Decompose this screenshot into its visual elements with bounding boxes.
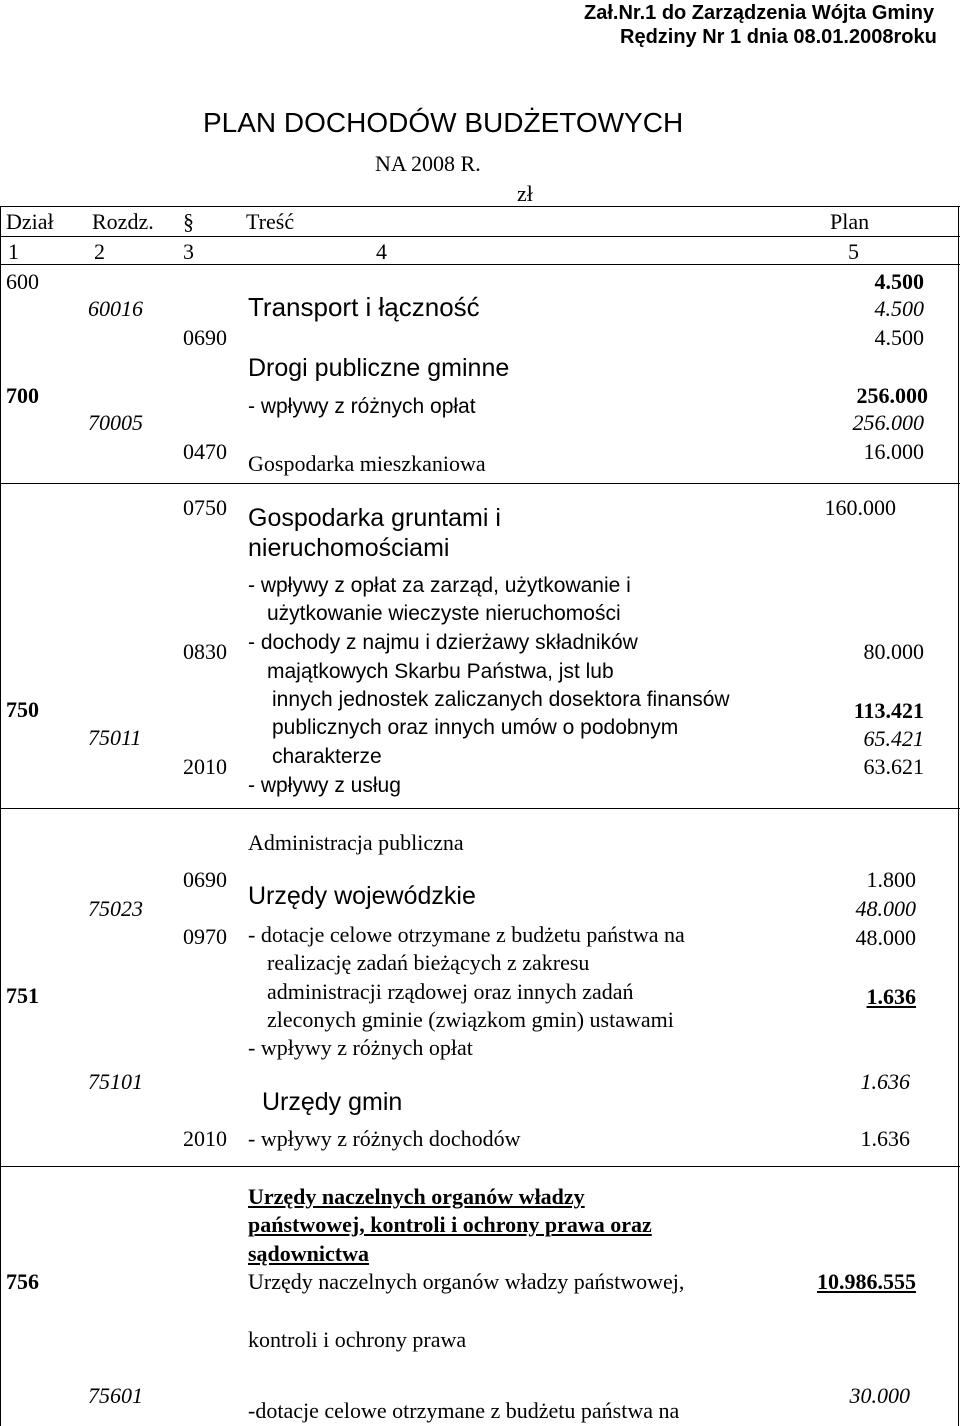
col-header-paragraph: § — [183, 209, 194, 234]
dzial-plan-value: 4.500 — [874, 269, 924, 294]
table-left-line — [0, 206, 1, 1426]
dzial-code: 600 — [6, 269, 39, 294]
text-line: publicznych oraz innych umów o podobnym — [272, 716, 679, 739]
table-right-line — [958, 206, 959, 1426]
rozdzial-plan-value: 4.500 — [874, 296, 924, 321]
rozdzial-code: 75601 — [88, 1383, 143, 1408]
subsection-title: Urzędy wojewódzkie — [248, 882, 476, 910]
section-title: Transport i łączność — [248, 292, 480, 322]
text-line: - wpływy z różnych dochodów — [248, 1126, 521, 1151]
numbers-divider-line — [0, 264, 960, 265]
text-line: charakterze — [272, 745, 382, 768]
col-number: 5 — [848, 239, 859, 264]
text-line: kontroli i ochrony prawa — [248, 1327, 467, 1352]
rozdzial-code: 75101 — [88, 1069, 143, 1094]
section-750-bottom-line — [0, 808, 960, 809]
text-line: użytkowanie wieczyste nieruchomości — [267, 602, 621, 625]
section-title-line-3: sądownictwa — [248, 1241, 370, 1266]
dzial-code: 750 — [6, 697, 39, 722]
header-line-1: Zał.Nr.1 do Zarządzenia Wójta Gminy — [584, 2, 935, 24]
subsection-title: Urzędy gmin — [262, 1088, 403, 1116]
col-header-plan: Plan — [830, 209, 870, 234]
text-line: administracji rządowej oraz innych zadań — [267, 979, 634, 1004]
rozdzial-code: 75023 — [88, 896, 143, 921]
header-line-2: Rędziny Nr 1 dnia 08.01.2008roku — [620, 26, 937, 48]
rozdzial-code: 60016 — [88, 296, 143, 321]
col-number: 1 — [8, 239, 19, 264]
paragraph-plan-value: 160.000 — [824, 495, 896, 520]
section-title: Administracja publiczna — [248, 830, 464, 855]
paragraph-plan-value: 63.621 — [863, 754, 924, 779]
rozdzial-plan-value: 30.000 — [849, 1383, 910, 1408]
rozdzial-plan-value: 65.421 — [863, 726, 924, 751]
col-number: 2 — [94, 239, 105, 264]
paragraph-plan-value: 1.800 — [866, 867, 916, 892]
rozdzial-code: 75011 — [88, 725, 142, 750]
text-line: zleconych gminie (związkom gmin) ustawami — [267, 1007, 674, 1032]
col-number: 4 — [376, 239, 387, 264]
paragraph-code: 0690 — [183, 325, 227, 350]
col-header-tresc: Treść — [246, 209, 295, 234]
document-title: PLAN DOCHODÓW BUDŻETOWYCH — [203, 107, 684, 138]
paragraph-plan-value: 80.000 — [863, 639, 924, 664]
text-line: -dotacje celowe otrzymane z budżetu państwa na — [248, 1398, 680, 1423]
text-line: - dochody z najmu i dzierżawy składników — [248, 631, 638, 654]
section-title-line-2: państwowej, kontroli i ochrony prawa oraz — [248, 1212, 652, 1237]
table-top-line — [0, 206, 960, 207]
dzial-plan-value: 10.986.555 — [817, 1269, 916, 1294]
paragraph-code: 0970 — [183, 924, 227, 949]
section-title: Gospodarka mieszkaniowa — [248, 451, 486, 476]
subsection-title-line-2: nieruchomościami — [248, 534, 450, 562]
unit-label: zł — [517, 181, 533, 206]
rozdzial-plan-value: 48.000 — [855, 896, 916, 921]
col-header-dzial: Dział — [6, 209, 54, 234]
col-number: 3 — [183, 239, 194, 264]
paragraph-code: 0690 — [183, 867, 227, 892]
paragraph-code: 2010 — [183, 1126, 227, 1151]
text-line: Urzędy naczelnych organów władzy państwowej, — [248, 1269, 685, 1294]
document-subtitle: NA 2008 R. — [375, 151, 481, 176]
text-line: innych jednostek zaliczanych dosektora finansów — [272, 688, 730, 711]
dzial-code: 751 — [6, 983, 39, 1008]
text-line: - wpływy z różnych opłat — [248, 1035, 473, 1060]
section-700-bottom-line — [0, 483, 960, 484]
text-line: realizację zadań bieżących z zakresu — [267, 950, 590, 975]
subsection-title-line-1: Gospodarka gruntami i — [248, 504, 501, 532]
rozdzial-plan-value: 256.000 — [852, 410, 924, 435]
dzial-code: 756 — [6, 1269, 39, 1294]
dzial-plan-value: 1.636 — [866, 984, 916, 1009]
paragraph-code: 0750 — [183, 495, 227, 520]
section-751-bottom-line — [0, 1166, 960, 1167]
paragraph-code: 0830 — [183, 639, 227, 664]
text-line: majątkowych Skarbu Państwa, jst lub — [267, 660, 614, 683]
text-line: - wpływy z usług — [248, 774, 401, 797]
rozdzial-plan-value: 1.636 — [860, 1069, 910, 1094]
paragraph-plan-value: 1.636 — [860, 1126, 910, 1151]
col-header-rozdz: Rozdz. — [92, 209, 154, 234]
paragraph-plan-value: 48.000 — [855, 925, 916, 950]
income-line: - wpływy z różnych opłat — [248, 395, 476, 418]
dzial-plan-value: 256.000 — [856, 383, 928, 408]
paragraph-plan-value: 4.500 — [874, 325, 924, 350]
rozdzial-code: 70005 — [88, 410, 143, 435]
dzial-plan-value: 113.421 — [853, 698, 924, 723]
paragraph-code: 2010 — [183, 754, 227, 779]
text-line: - dotacje celowe otrzymane z budżetu państwa na — [248, 922, 685, 947]
dzial-code: 700 — [6, 383, 39, 408]
section-title-line-1: Urzędy naczelnych organów władzy — [248, 1184, 585, 1209]
text-line: - wpływy z opłat za zarząd, użytkowanie i — [248, 574, 631, 597]
header-divider-line — [0, 236, 960, 237]
paragraph-plan-value: 16.000 — [863, 439, 924, 464]
paragraph-code: 0470 — [183, 439, 227, 464]
section-subtitle: Drogi publiczne gminne — [248, 354, 510, 382]
